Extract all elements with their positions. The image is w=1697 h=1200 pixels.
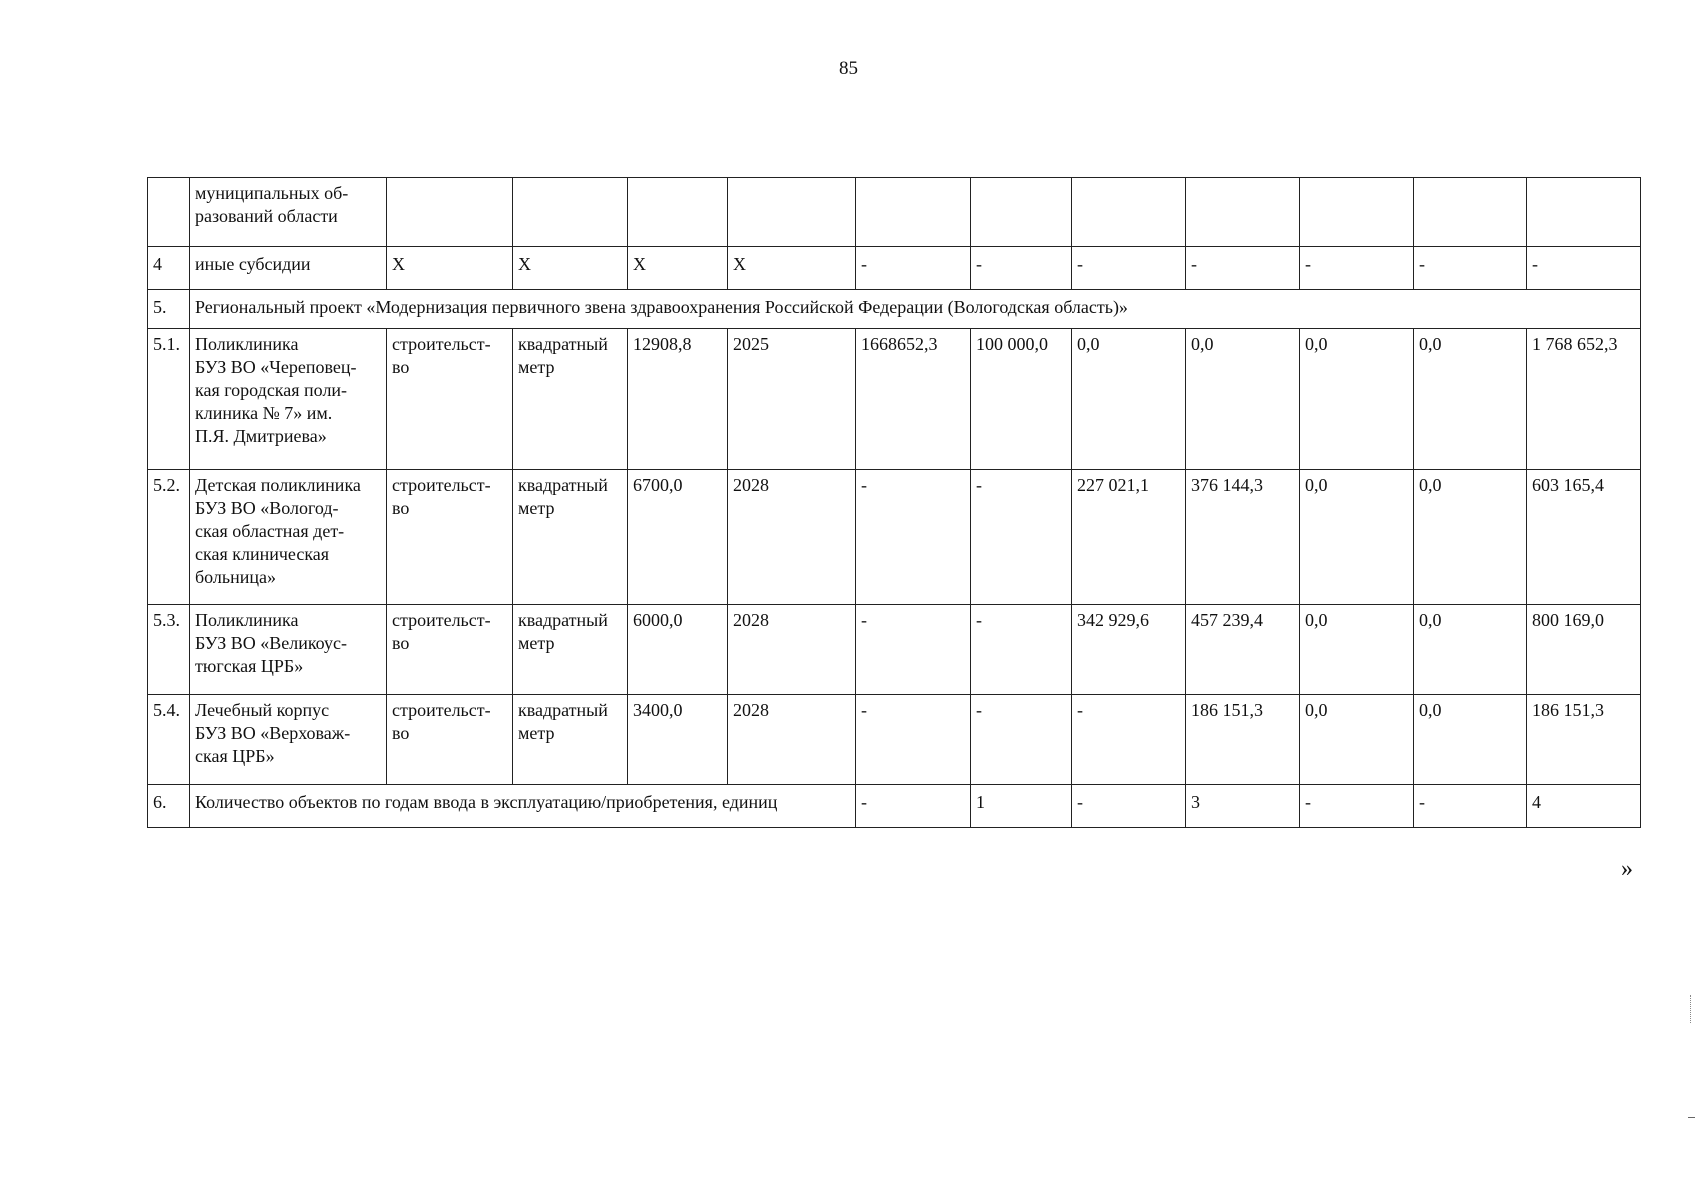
value-cell: - [1414,785,1527,828]
empty-cell [971,178,1072,247]
capacity-cell: 12908,8 [628,329,728,470]
year-cell: 2025 [728,329,856,470]
row-number-cell: 5.3. [148,605,190,695]
value-cell: - [856,470,971,605]
year-cell: 2028 [728,605,856,695]
value-cell: 1668652,3 [856,329,971,470]
item-name-cell: иные субсидии [190,247,387,290]
empty-cell [1527,178,1641,247]
value-cell: 0,0 [1300,470,1414,605]
value-cell: 457 239,4 [1186,605,1300,695]
section-header-row [148,290,1641,329]
objects-count-label: Количество объектов по годам ввода в эксплуатацию/приобретения, единиц [190,785,856,828]
empty-cell [1072,178,1186,247]
value-cell: - [856,785,971,828]
value-cell: 0,0 [1186,329,1300,470]
value-cell: 342 929,6 [1072,605,1186,695]
value-cell: 0,0 [1414,695,1527,785]
empty-cell [513,178,628,247]
table-row [148,695,1641,785]
value-cell: - [856,247,971,290]
value-cell: - [856,605,971,695]
empty-cell [1186,178,1300,247]
empty-cell [856,178,971,247]
table-row [148,605,1641,695]
cell: X [387,247,513,290]
table-row [148,247,1641,290]
program-table [147,177,1641,828]
total-cell: 4 [1527,785,1641,828]
table-row [148,785,1641,828]
work-type-cell: строительст- во [387,695,513,785]
capacity-cell: 3400,0 [628,695,728,785]
cell: X [728,247,856,290]
item-name-cell: Детская поликлиника БУЗ ВО «Вологод- ская областная дет- ская клиническая больница» [190,470,387,605]
value-cell: - [1072,785,1186,828]
cell: X [628,247,728,290]
value-cell: - [1072,247,1186,290]
capacity-cell: 6000,0 [628,605,728,695]
value-cell: 100 000,0 [971,329,1072,470]
row-number-cell: 5. [148,290,190,329]
value-cell: - [1300,785,1414,828]
work-type-cell: строительст- во [387,605,513,695]
value-cell: 227 021,1 [1072,470,1186,605]
scan-edge-mark [1690,995,1693,1023]
row-number-cell: 5.1. [148,329,190,470]
value-cell: 0,0 [1300,695,1414,785]
item-name-cell: Поликлиника БУЗ ВО «Череповец- кая городская поли- клиника № 7» им. П.Я. Дмитриева» [190,329,387,470]
row-number-cell [148,178,190,247]
row-number-cell: 5.2. [148,470,190,605]
value-cell: 0,0 [1072,329,1186,470]
total-cell: - [1527,247,1641,290]
value-cell: 376 144,3 [1186,470,1300,605]
empty-cell [1414,178,1527,247]
work-type-cell: строительст- во [387,470,513,605]
empty-cell [628,178,728,247]
year-cell: 2028 [728,695,856,785]
row-number-cell: 4 [148,247,190,290]
value-cell: - [971,695,1072,785]
empty-cell [387,178,513,247]
work-type-cell: строительст- во [387,329,513,470]
total-cell: 603 165,4 [1527,470,1641,605]
value-cell: 186 151,3 [1186,695,1300,785]
cell: X [513,247,628,290]
table-row [148,329,1641,470]
closing-quote: » [1621,856,1633,882]
value-cell: - [1300,247,1414,290]
value-cell: - [971,605,1072,695]
unit-cell: квадратный метр [513,329,628,470]
value-cell: 3 [1186,785,1300,828]
value-cell: 0,0 [1414,605,1527,695]
item-name-cell: муниципальных об- разований области [190,178,387,247]
total-cell: 186 151,3 [1527,695,1641,785]
item-name-cell: Поликлиника БУЗ ВО «Великоус- тюгская ЦРБ» [190,605,387,695]
row-number-cell: 5.4. [148,695,190,785]
value-cell: - [1414,247,1527,290]
value-cell: 0,0 [1300,605,1414,695]
row-number-cell: 6. [148,785,190,828]
value-cell: - [1186,247,1300,290]
value-cell: - [971,470,1072,605]
value-cell: 0,0 [1414,470,1527,605]
total-cell: 800 169,0 [1527,605,1641,695]
year-cell: 2028 [728,470,856,605]
table-row [148,470,1641,605]
empty-cell [1300,178,1414,247]
value-cell: - [971,247,1072,290]
regional-project-title: Региональный проект «Модернизация первичного звена здравоохранения Российской Федерации (Вологодская область)» [190,290,1641,329]
item-name-cell: Лечебный корпус БУЗ ВО «Верховаж- ская ЦРБ» [190,695,387,785]
value-cell: - [1072,695,1186,785]
unit-cell: квадратный метр [513,470,628,605]
value-cell: 0,0 [1414,329,1527,470]
unit-cell: квадратный метр [513,605,628,695]
page-number: 85 [839,58,858,79]
scan-edge-mark [1688,1117,1695,1118]
value-cell: 1 [971,785,1072,828]
total-cell: 1 768 652,3 [1527,329,1641,470]
unit-cell: квадратный метр [513,695,628,785]
capacity-cell: 6700,0 [628,470,728,605]
value-cell: 0,0 [1300,329,1414,470]
value-cell: - [856,695,971,785]
empty-cell [728,178,856,247]
table-row [148,178,1641,247]
